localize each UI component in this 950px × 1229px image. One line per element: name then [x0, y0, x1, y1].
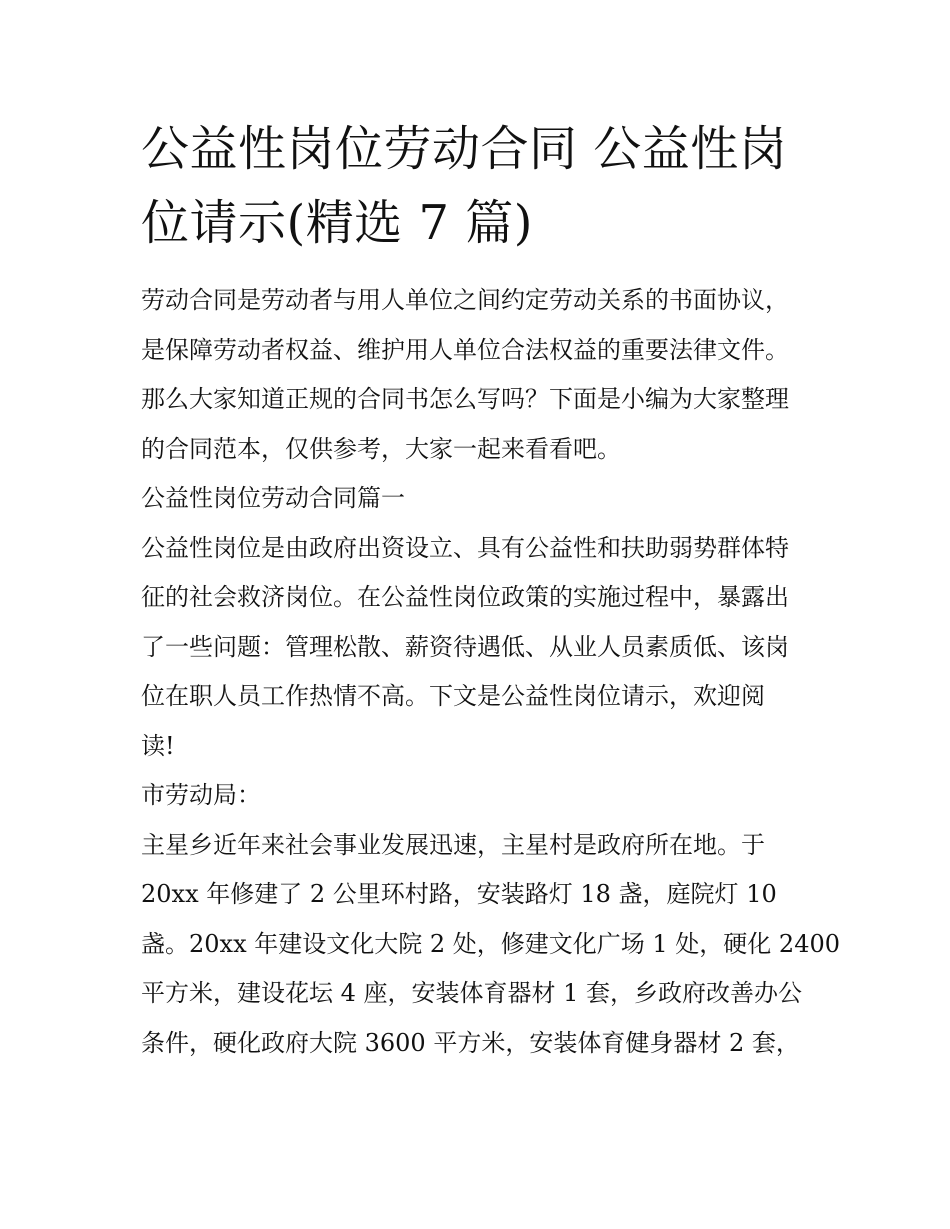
text-line: 征的社会救济岗位。在公益性岗位政策的实施过程中，暴露出 [141, 583, 789, 611]
text-line: 平方米，建设花坛 4 座，安装体育器材 1 套，乡政府改善办公 [141, 979, 803, 1007]
text-line: 位在职人员工作热情不高。下文是公益性岗位请示，欢迎阅 [141, 682, 765, 710]
text-line: 那么大家知道正规的合同书怎么写吗？下面是小编为大家整理 [141, 385, 789, 413]
document-title [141, 112, 813, 260]
document-body [141, 276, 840, 1068]
salutation [141, 771, 813, 821]
intro-paragraph [141, 276, 813, 474]
text-line: 劳动合同是劳动者与用人单位之间约定劳动关系的书面协议， [141, 286, 789, 314]
text-line: 了一些问题：管理松散、薪资待遇低、从业人员素质低、该岗 [141, 632, 789, 661]
text-line: 读! [141, 731, 175, 760]
title-line-1: 公益性岗位劳动合同 公益性岗 [141, 121, 788, 177]
body-paragraph [141, 821, 840, 1069]
text-line: 盏。20xx 年建设文化大院 2 处，修建文化广场 1 处，硬化 2400 [141, 929, 840, 958]
text-line: 公益性岗位劳动合同篇一 [141, 484, 405, 512]
text-line: 条件，硬化政府大院 3600 平方米，安装体育健身器材 2 套， [141, 1028, 800, 1057]
text-line: 主星乡近年来社会事业发展迅速，主星村是政府所在地。于 [141, 830, 765, 859]
text-line: 的合同范本，仅供参考，大家一起来看看吧。 [141, 434, 621, 463]
text-line: 市劳动局： [141, 781, 261, 809]
definition-paragraph [141, 524, 813, 772]
text-line: 20xx 年修建了 2 公里环村路，安装路灯 18 盏，庭院灯 10 [141, 880, 777, 908]
title-line-2: 位请示(精选 7 篇) [141, 195, 534, 251]
text-line: 公益性岗位是由政府出资设立、具有公益性和扶助弱势群体特 [141, 533, 789, 562]
section-heading [141, 474, 813, 524]
document-page [141, 112, 840, 1068]
text-line: 是保障劳动者权益、维护用人单位合法权益的重要法律文件。 [141, 335, 789, 364]
